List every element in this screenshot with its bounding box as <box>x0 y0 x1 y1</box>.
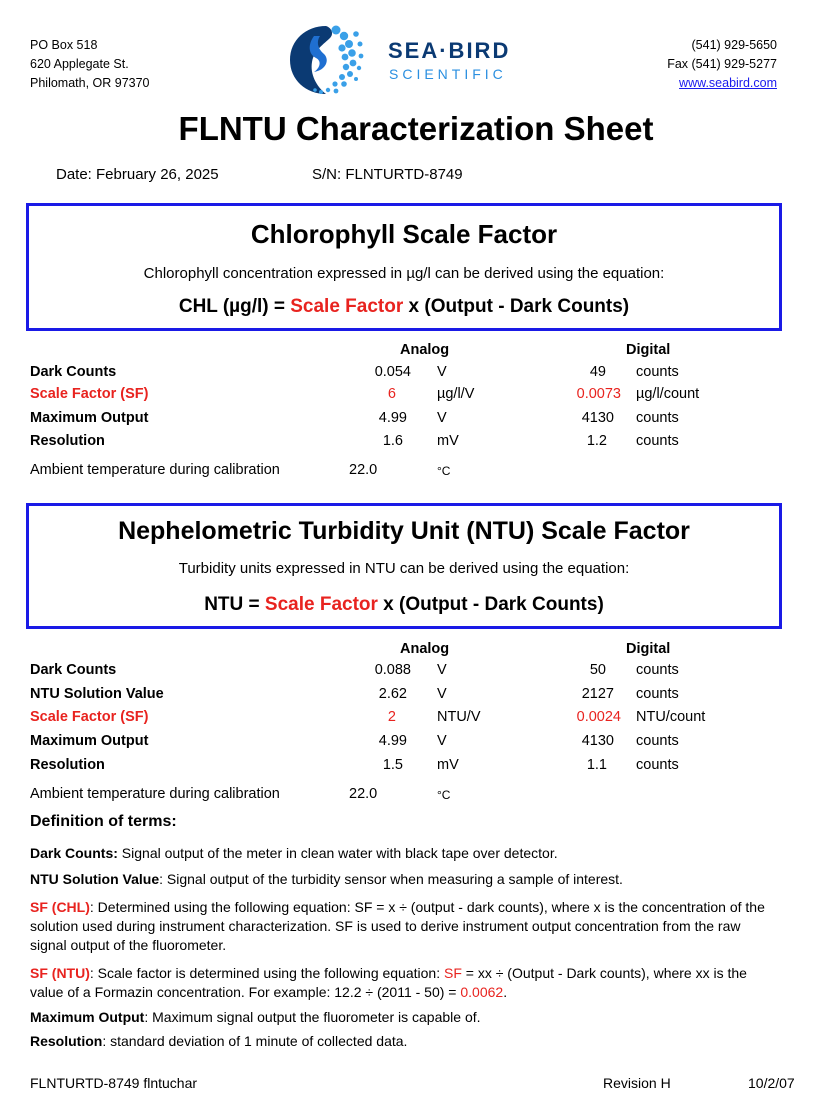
analog-value: 6 <box>387 386 396 402</box>
chl-equation-prefix: CHL (µg/l) = <box>178 296 291 317</box>
definition-term: Dark Counts: <box>30 845 118 861</box>
row-label: Dark Counts <box>30 364 117 380</box>
definition-sf-chl <box>30 898 770 955</box>
definition-ntu-solution <box>30 870 770 889</box>
analog-unit: µg/l/V <box>437 386 475 402</box>
footer-document-id: FLNTURTD-8749 flntuchar <box>30 1075 198 1091</box>
ambient-unit: °C <box>437 788 451 802</box>
address-block <box>30 36 150 93</box>
analog-unit: NTU/V <box>437 709 481 725</box>
ntu-equation-suffix: x (Output - Dark Counts) <box>377 594 604 615</box>
ntu-equation <box>29 594 779 616</box>
chl-equation-suffix: x (Output - Dark Counts) <box>403 296 630 317</box>
chl-digital-header: Digital <box>626 342 671 358</box>
analog-value: 0.054 <box>374 364 411 380</box>
seabird-logo <box>286 22 526 98</box>
phone-number: (541) 929-5650 <box>691 38 777 52</box>
date-field: Date: February 26, 2025 <box>56 166 219 183</box>
definition-text: = xx ÷ (Output - Dark counts), where xx is the value of a Formazin concentration. For example: 12.2 ÷ (2011 - 50) = <box>30 965 747 1000</box>
fax-number: Fax (541) 929-5277 <box>667 57 777 71</box>
address-line: 620 Applegate St. <box>30 57 129 71</box>
analog-value: 1.5 <box>382 757 403 773</box>
row-label: Scale Factor (SF) <box>30 709 149 725</box>
analog-unit: V <box>437 364 447 380</box>
analog-unit: V <box>437 410 447 426</box>
ntu-equation-box <box>26 503 782 629</box>
logo-subtitle: SCIENTIFIC <box>389 66 507 82</box>
row-label: Resolution <box>30 757 105 773</box>
footer-revision: Revision H <box>603 1075 671 1091</box>
definition-term: SF (NTU) <box>30 965 90 981</box>
chl-analog-header: Analog <box>400 342 450 358</box>
definition-example-result: 0.0062 <box>460 984 504 1000</box>
logo-wordmark: SEA·BIRD <box>388 38 511 63</box>
row-label: Maximum Output <box>30 733 149 749</box>
ambient-label: Ambient temperature during calibration <box>30 786 280 802</box>
chl-equation <box>29 296 779 318</box>
chl-equation-scale-factor: Scale Factor <box>290 296 404 317</box>
ntu-equation-prefix: NTU = <box>204 594 265 615</box>
row-label: Dark Counts <box>30 662 117 678</box>
definition-text: : Determined using the following equation: SF = x ÷ (output - dark counts), where x is the concentration of the solution used during instrument characterization. SF is used to derive instrument output concentration from the raw signal output of the fluorometer. <box>30 899 765 953</box>
ntu-heading: Nephelometric Turbidity Unit (NTU) Scale Factor <box>118 517 690 545</box>
digital-unit: µg/l/count <box>636 386 700 402</box>
contact-block <box>667 36 777 93</box>
definition-text: : Maximum signal output the fluorometer is capable of. <box>144 1009 481 1025</box>
digital-value: 0.0073 <box>576 386 621 402</box>
row-label: Resolution <box>30 433 105 449</box>
ambient-label: Ambient temperature during calibration <box>30 462 280 478</box>
row-label: Maximum Output <box>30 410 149 426</box>
analog-value: 0.088 <box>374 662 411 678</box>
analog-value: 4.99 <box>378 733 407 749</box>
definition-text: : standard deviation of 1 minute of collected data. <box>102 1033 408 1049</box>
digital-unit: counts <box>636 686 679 702</box>
chl-heading: Chlorophyll Scale Factor <box>250 219 558 249</box>
definition-text: . <box>503 984 508 1000</box>
definition-dark-counts <box>30 844 770 863</box>
analog-unit: V <box>437 662 447 678</box>
digital-unit: NTU/count <box>636 709 706 725</box>
digital-unit: counts <box>636 364 679 380</box>
ntu-digital-header: Digital <box>626 641 671 657</box>
digital-value: 0.0024 <box>576 709 621 725</box>
chl-description: Chlorophyll concentration expressed in µg/l can be derived using the equation: <box>143 265 665 282</box>
digital-unit: counts <box>636 757 679 773</box>
analog-value: 4.99 <box>378 410 407 426</box>
seabird-logo-icon <box>286 22 382 98</box>
digital-unit: counts <box>636 733 679 749</box>
ambient-unit: °C <box>437 464 451 478</box>
digital-value: 4130 <box>581 410 614 426</box>
analog-value: 1.6 <box>382 433 403 449</box>
digital-value: 1.2 <box>586 433 607 449</box>
definitions-heading: Definition of terms: <box>30 813 177 830</box>
definition-text: : Signal output of the turbidity sensor when measuring a sample of interest. <box>159 871 623 887</box>
definition-term: SF (CHL) <box>30 899 90 915</box>
digital-value: 49 <box>589 364 606 380</box>
analog-value: 2.62 <box>378 686 407 702</box>
ambient-value: 22.0 <box>349 462 378 478</box>
digital-value: 50 <box>589 662 606 678</box>
ambient-value: 22.0 <box>349 786 378 802</box>
definition-text: : Scale factor is determined using the following equation: <box>89 965 444 981</box>
website-link[interactable]: www.seabird.com <box>679 76 777 90</box>
definition-term: Resolution <box>30 1033 103 1049</box>
analog-unit: mV <box>437 757 459 773</box>
analog-unit: V <box>437 733 447 749</box>
ntu-description: Turbidity units expressed in NTU can be derived using the equation: <box>178 560 630 577</box>
page-title: FLNTU Characterization Sheet <box>178 110 654 147</box>
ntu-equation-scale-factor: Scale Factor <box>264 594 378 615</box>
definition-sf-ntu <box>30 964 770 1002</box>
definition-resolution <box>30 1032 770 1051</box>
digital-unit: counts <box>636 410 679 426</box>
definition-maximum-output <box>30 1008 770 1027</box>
footer-date: 10/2/07 <box>748 1075 795 1091</box>
ntu-analog-header: Analog <box>400 641 450 657</box>
serial-number: S/N: FLNTURTD-8749 <box>312 166 463 183</box>
row-label: NTU Solution Value <box>30 686 164 702</box>
definition-term: NTU Solution Value <box>30 871 160 887</box>
digital-value: 1.1 <box>586 757 607 773</box>
digital-unit: counts <box>636 662 679 678</box>
definition-text: Signal output of the meter in clean water with black tape over detector. <box>117 845 558 861</box>
digital-value: 4130 <box>581 733 614 749</box>
row-label: Scale Factor (SF) <box>30 386 149 402</box>
analog-unit: mV <box>437 433 459 449</box>
definition-sf-symbol: SF <box>444 965 462 981</box>
analog-value: 2 <box>387 709 396 725</box>
digital-unit: counts <box>636 433 679 449</box>
definition-term: Maximum Output <box>30 1009 145 1025</box>
digital-value: 2127 <box>581 686 614 702</box>
address-line: Philomath, OR 97370 <box>30 76 150 90</box>
address-line: PO Box 518 <box>30 38 98 52</box>
chl-equation-box <box>26 203 782 331</box>
analog-unit: V <box>437 686 447 702</box>
